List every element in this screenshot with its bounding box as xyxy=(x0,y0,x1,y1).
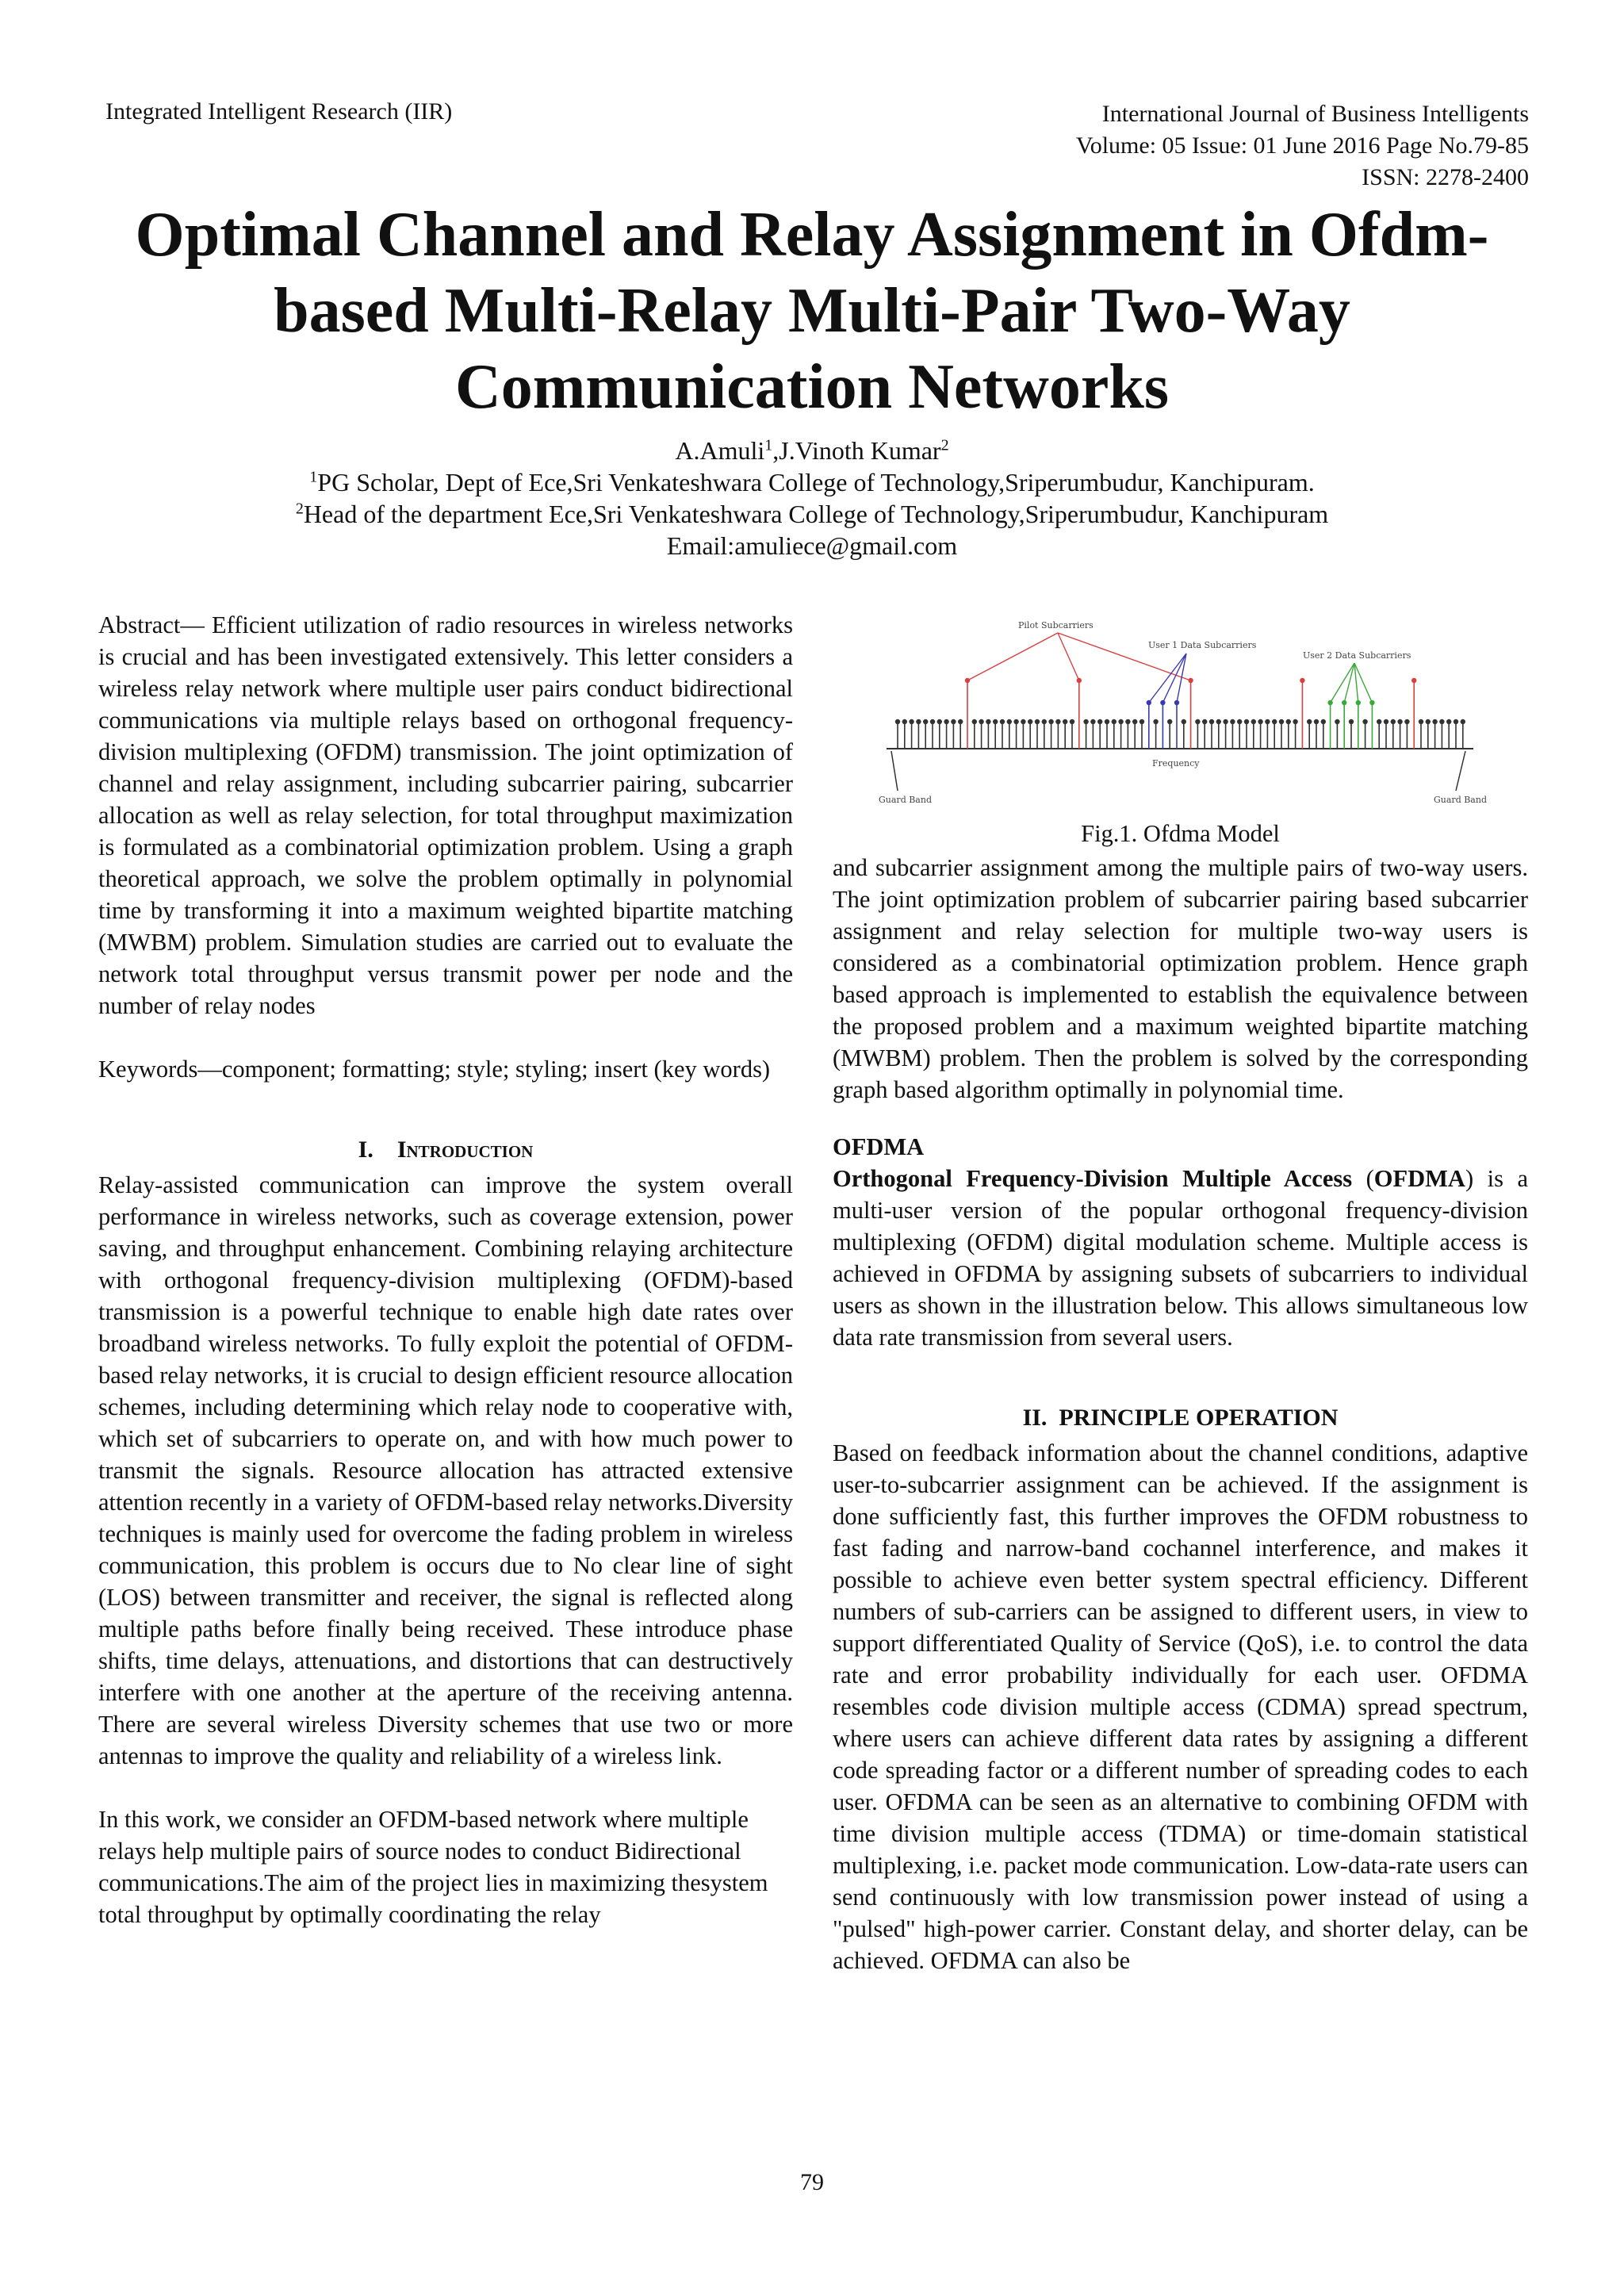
data-subcarrier-marker xyxy=(1013,719,1018,724)
data-subcarrier-marker xyxy=(951,719,956,724)
left-column xyxy=(98,609,793,1930)
data-subcarrier-marker xyxy=(1362,719,1367,724)
data-subcarrier-marker xyxy=(944,719,948,724)
guard-band-left-label: Guard Band xyxy=(879,795,932,805)
intro-paragraph-1: Relay-assisted communication can improve the system overall performance in wireless networks, such as coverage extension, power saving, and throughput enhancement. Combining relaying architecture with orthogonal frequency-division multiplexing (OFDM)-based transmission is a powerful technique to enable high date rates over broadband wireless networks. To fully exploit the potential of OFDM-based relay networks, it is crucial to design efficient resource allocation schemes, including determining which relay node to cooperative with, which set of subcarriers to operate on, and with how much power to transmit the signals. Resource allocation has attracted extensive attention recently in a variety of OFDM-based relay networks.Diversity techniques is mainly used for overcome the fading problem in wireless communication, this problem is occurs due to No clear line of sight (LOS) between transmitter and receiver, the signal is reflected along multiple paths before finally being received. These introduce phase shifts, time delays, attenuations, and distortions that can destructively interfere with one another at the aperture of the receiving antenna. There are several wireless Diversity schemes that use two or more antennas to improve the quality and reliability of a wireless link. xyxy=(98,1171,793,1769)
journal-name: International Journal of Business Intelligents xyxy=(1101,101,1529,127)
data-subcarrier-marker xyxy=(1216,719,1221,724)
section-2-heading: II. PRINCIPLE OPERATION xyxy=(1022,1405,1339,1431)
data-subcarrier-marker xyxy=(1223,719,1228,724)
author-1: A.Amuli xyxy=(675,436,765,465)
data-subcarrier-marker xyxy=(1426,719,1431,724)
data-subcarrier-marker xyxy=(1286,719,1291,724)
data-subcarrier-marker xyxy=(1384,719,1388,724)
data-subcarrier-marker xyxy=(1118,719,1123,724)
data-subcarrier-marker xyxy=(1182,719,1186,724)
data-subcarrier-marker xyxy=(1335,719,1339,724)
ofdma-heading: OFDMA xyxy=(833,1133,925,1160)
pilot-subcarrier-marker xyxy=(1300,678,1304,683)
data-subcarrier-marker xyxy=(1139,719,1144,724)
journal-volume: Volume: 05 Issue: 01 June 2016 Page No.79-85 xyxy=(1075,132,1529,159)
data-subcarrier-marker xyxy=(1404,719,1409,724)
data-subcarrier-marker xyxy=(1349,719,1354,724)
ofdma-abbr: OFDMA xyxy=(1373,1165,1465,1192)
data-subcarrier-marker xyxy=(1028,719,1032,724)
running-header-right xyxy=(1076,98,1529,194)
author-separator: , xyxy=(772,436,779,465)
data-subcarrier-marker xyxy=(1055,719,1060,724)
user2-subcarriers-label: User 2 Data Subcarriers xyxy=(1303,650,1411,661)
data-subcarrier-marker xyxy=(1125,719,1130,724)
data-subcarrier-marker xyxy=(1265,719,1270,724)
data-subcarrier-marker xyxy=(1279,719,1284,724)
data-subcarrier-marker xyxy=(1083,719,1088,724)
data-subcarrier-marker xyxy=(1377,719,1381,724)
data-subcarrier-marker xyxy=(986,719,990,724)
data-subcarrier-marker xyxy=(1007,719,1012,724)
data-subcarrier-marker xyxy=(916,719,921,724)
section-1-number: I. xyxy=(358,1137,373,1163)
figure-caption: Fig.1. Ofdma Model xyxy=(1081,820,1280,847)
data-subcarrier-marker xyxy=(1307,719,1312,724)
data-subcarrier-marker xyxy=(895,719,900,724)
data-subcarrier-marker xyxy=(1454,719,1458,724)
data-subcarrier-marker xyxy=(1251,719,1256,724)
affiliation-2-text: Head of the department Ece,Sri Venkateshwara College of Technology,Sriperumbudur, Kanchipuram xyxy=(303,500,1329,528)
right-paragraph-1: and subcarrier assignment among the multiple pairs of two-way users. The joint optimization problem of subcarrier pairing based subcarrier assignment and relay selection for multiple two-way users is considered as a combinatorial optimization problem. Hence graph based approach is implemented to establish the equivalence between the proposed problem and a maximum weighted bipartite matching (MWBM) problem. Then the problem is solved by the corresponding graph based algorithm optimally in polynomial time. xyxy=(833,854,1528,1103)
data-subcarrier-marker xyxy=(1167,719,1172,724)
data-subcarrier-marker xyxy=(1272,719,1277,724)
data-subcarrier-marker xyxy=(1439,719,1444,724)
title-line-2: based Multi-Relay Multi-Pair Two-Way xyxy=(274,276,1350,346)
data-subcarrier-marker xyxy=(1097,719,1102,724)
user2-connector xyxy=(1344,663,1354,703)
data-subcarrier-marker xyxy=(1461,719,1465,724)
guard-band-right-pointer xyxy=(1456,751,1465,791)
data-subcarrier-marker xyxy=(1021,719,1025,724)
user1-subcarriers-label: User 1 Data Subcarriers xyxy=(1148,640,1257,650)
data-subcarrier-marker xyxy=(1063,719,1067,724)
user1-connector xyxy=(1149,654,1186,703)
pilot-connector xyxy=(967,633,1058,680)
data-subcarrier-marker xyxy=(1446,719,1451,724)
data-subcarrier-marker xyxy=(1048,719,1053,724)
data-subcarrier-marker xyxy=(1419,719,1423,724)
ofdma-model-figure xyxy=(879,612,1487,820)
title-line-1: Optimal Channel and Relay Assignment in Ofdm- xyxy=(135,200,1489,270)
data-subcarrier-marker xyxy=(1195,719,1200,724)
data-subcarrier-marker xyxy=(902,719,907,724)
ofdma-paragraph xyxy=(833,1163,1528,1353)
data-subcarrier-marker xyxy=(1244,719,1249,724)
data-subcarrier-marker xyxy=(979,719,983,724)
pilot-subcarrier-marker xyxy=(1411,678,1416,683)
data-subcarrier-marker xyxy=(937,719,942,724)
user1-subcarrier-marker xyxy=(1160,700,1165,705)
running-header-left: Integrated Intelligent Research (IIR) xyxy=(105,98,453,125)
author-line xyxy=(0,435,1624,466)
data-subcarrier-marker xyxy=(1237,719,1242,724)
data-subcarrier-marker xyxy=(930,719,935,724)
data-subcarrier-marker xyxy=(1391,719,1396,724)
author-2-sup: 2 xyxy=(940,436,949,454)
data-subcarrier-marker xyxy=(1112,719,1116,724)
abstract: Abstract— Efficient utilization of radio resources in wireless networks is crucial and has been investigated extensively. This letter considers a wireless relay network where multiple user pairs conduct bidirectional communications via multiple relays based on orthogonal frequency-division multiplexing (OFDM) transmission. The joint optimization of channel and relay assignment, including subcarrier pairing, subcarrier allocation as well as relay selection, for total throughput maximization is formulated as a combinatorial optimization problem. Using a graph theoretical approach, we solve the problem optimally in polynomial time by transforming it into a maximum weighted bipartite matching (MWBM) problem. Simulation studies are carried out to evaluate the network total throughput versus transmit power per node and the number of relay nodes xyxy=(98,611,793,1019)
journal-issn: ISSN: 2278-2400 xyxy=(1362,164,1529,190)
author-2: J.Vinoth Kumar xyxy=(779,436,941,465)
author-1-sup: 1 xyxy=(764,436,773,454)
data-subcarrier-marker xyxy=(1230,719,1235,724)
data-subcarrier-marker xyxy=(909,719,914,724)
affiliation-2 xyxy=(0,498,1624,530)
data-subcarrier-marker xyxy=(1070,719,1074,724)
ofdma-body: is a multi-user version of the popular orthogonal frequency-division multiplexing (OFDM) digital modulation scheme. Multiple access is achieved in OFDMA by assigning subsets of subcarriers to individual users as shown in the illustration below. This allows simultaneous low data rate transmission from several users. xyxy=(833,1165,1528,1351)
ofdma-term: Orthogonal Frequency-Division Multiple Access xyxy=(833,1165,1353,1192)
data-subcarrier-marker xyxy=(1209,719,1214,724)
affiliation-2-sup: 2 xyxy=(295,500,304,518)
affiliation-1-sup: 1 xyxy=(309,468,318,486)
data-subcarrier-marker xyxy=(1132,719,1137,724)
data-subcarrier-marker xyxy=(1035,719,1040,724)
keywords: Keywords—component; formatting; style; styling; insert (key words) xyxy=(98,1056,771,1083)
section-1-title: Introduction xyxy=(396,1137,534,1163)
user2-connector xyxy=(1331,663,1354,703)
affiliation-1 xyxy=(0,466,1624,498)
intro-paragraph-2: In this work, we consider an OFDM-based network where multiple relays help multiple pairs of source nodes to conduct Bidirectional communications.The aim of the project lies in maximizing thesystem total throughput by optimally coordinating the relay xyxy=(98,1806,768,1928)
data-subcarrier-marker xyxy=(1314,719,1319,724)
data-subcarrier-marker xyxy=(923,719,928,724)
data-subcarrier-marker xyxy=(972,719,977,724)
title-line-3: Communication Networks xyxy=(455,352,1169,422)
affiliation-1-text: PG Scholar, Dept of Ece,Sri Venkateshwara College of Technology,Sriperumbudur, Kanchipuram. xyxy=(317,468,1315,496)
paper-title xyxy=(79,197,1545,425)
data-subcarrier-marker xyxy=(1153,719,1158,724)
guard-band-right-label: Guard Band xyxy=(1434,795,1487,805)
page-number: 79 xyxy=(800,2169,824,2195)
ofdma-abbr-open: ( xyxy=(1352,1165,1374,1192)
section-1-heading xyxy=(98,1134,793,1166)
data-subcarrier-marker xyxy=(1000,719,1005,724)
data-subcarrier-marker xyxy=(958,719,963,724)
data-subcarrier-marker xyxy=(993,719,998,724)
data-subcarrier-marker xyxy=(1432,719,1437,724)
data-subcarrier-marker xyxy=(1258,719,1262,724)
pilot-subcarriers-label: Pilot Subcarriers xyxy=(1018,620,1094,631)
data-subcarrier-marker xyxy=(1202,719,1207,724)
data-subcarrier-marker xyxy=(1090,719,1095,724)
data-subcarrier-marker xyxy=(1397,719,1402,724)
data-subcarrier-marker xyxy=(1321,719,1326,724)
guard-band-left-pointer xyxy=(891,751,898,791)
pilot-connector xyxy=(1058,633,1079,680)
principle-paragraph: Based on feedback information about the channel conditions, adaptive user-to-subcarrier assignment can be achieved. If the assignment is done sufficiently fast, this further improves the OFDM robustness to fast fading and narrow-band cochannel interference, and makes it possible to achieve even better system spectral efficiency. Different numbers of sub-carriers can be assigned to different users, in view to support differentiated Quality of Service (QoS), i.e. to control the data rate and error probability individually for each user. OFDMA resembles code division multiple access (CDMA) spread spectrum, where users can achieve different data rates by assigning a different code spreading factor or a different number of spreading codes to each user. OFDMA can be seen as an alternative to combining OFDM with time division multiple access (TDMA) or time-domain statistical multiplexing, i.e. packet mode communication. Low-data-rate users can send continuously with low transmission power instead of using a "pulsed" high-power carrier. Constant delay, and shorter delay, can be achieved. OFDMA can also be xyxy=(833,1439,1528,1974)
data-subcarrier-marker xyxy=(1293,719,1297,724)
frequency-label: Frequency xyxy=(1152,758,1200,769)
pilot-subcarrier-marker xyxy=(1188,678,1193,683)
pilot-subcarrier-marker xyxy=(1077,678,1082,683)
user2-connector xyxy=(1354,663,1372,703)
email-line: Email:amuliece@gmail.com xyxy=(666,531,958,560)
data-subcarrier-marker xyxy=(1105,719,1109,724)
right-column xyxy=(833,852,1528,1976)
data-subcarrier-marker xyxy=(1042,719,1047,724)
ofdma-abbr-close: ) xyxy=(1465,1165,1474,1192)
